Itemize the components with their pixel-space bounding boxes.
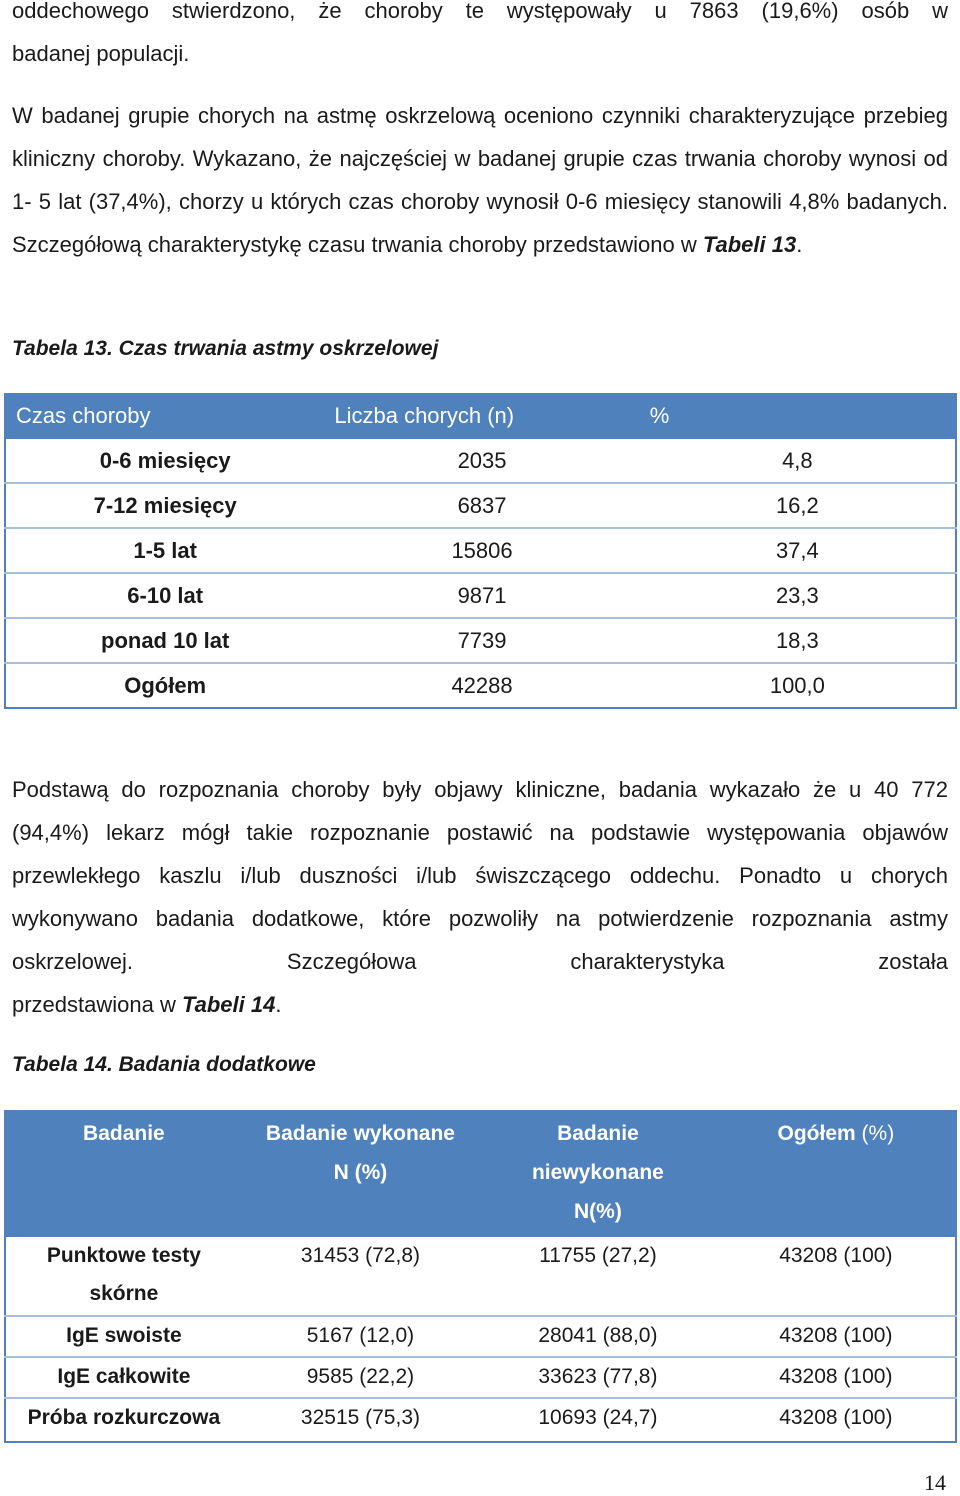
- row-label-text: Punktowe testy skórne: [46, 1244, 201, 1305]
- header-sublabel: N(%): [574, 1200, 622, 1223]
- row-label: IgE całkowite: [5, 1357, 242, 1398]
- table-row: [5, 438, 956, 483]
- header-cell: %: [640, 394, 956, 438]
- percent-cell: 4,8: [640, 438, 956, 483]
- header-cell: Liczba chorych (n): [324, 394, 639, 438]
- paragraph-intro-line-1: oddechowego stwierdzono, że choroby te występowały u 7863 (19,6%) osób w: [12, 0, 948, 23]
- percent-cell: 37,4: [640, 528, 956, 573]
- header-cell-total: [717, 1111, 956, 1236]
- table-row: [5, 1236, 956, 1316]
- row-label: Ogółem: [124, 672, 207, 698]
- row-label: Próba rozkurczowa: [27, 1406, 221, 1429]
- row-label: IgE swoiste: [5, 1316, 242, 1357]
- table-row-total: [5, 663, 956, 708]
- not-performed-cell: 28041 (88,0): [479, 1316, 717, 1357]
- paragraph-text: Podstawą do rozpoznania choroby były objawy kliniczne, badania wykazało że u 40 772 (94,4%) lekarz mógł takie rozpoznanie postawić na podstawie występowania objawów przewlekłego kaszlu i/lub duszności i/lub świszczącego oddechu. Ponadto u chorych wykonywano badania dodatkowe, które pozwoliły na potwierdzenie rozpoznania astmy oskrzelowej. Szczegółowa charakterystyka została: [12, 777, 948, 974]
- header-sublabel: niewykonane: [531, 1161, 664, 1184]
- header-sublabel: (%): [855, 1122, 895, 1145]
- header-cell-test: [5, 1111, 242, 1236]
- header-sublabel: N (%): [333, 1161, 388, 1184]
- table-14-caption-text: Tabela 14. Badania dodatkowe: [12, 1053, 316, 1076]
- total-cell: 43208 (100): [717, 1236, 956, 1316]
- row-label: 7-12 miesięcy: [5, 483, 324, 528]
- table-13-caption: Tabela 13. Czas trwania astmy oskrzelowej: [12, 337, 439, 360]
- total-cell: 43208 (100): [717, 1357, 956, 1398]
- table-row: [5, 1357, 956, 1398]
- row-label: 1-5 lat: [5, 528, 324, 573]
- paragraph-disease-duration: [12, 94, 948, 266]
- table-reference-13: Tabeli 13: [702, 232, 797, 257]
- paragraph-end: .: [275, 992, 282, 1017]
- header-label: Badanie: [557, 1122, 639, 1145]
- percent-cell: 23,3: [640, 573, 956, 618]
- percent-cell: 16,2: [640, 483, 956, 528]
- percent-cell: 18,3: [640, 618, 956, 663]
- header-label: Ogółem: [777, 1122, 856, 1145]
- row-label: 0-6 miesięcy: [5, 438, 324, 483]
- table-row: [5, 573, 956, 618]
- not-performed-cell: 33623 (77,8): [479, 1357, 717, 1398]
- not-performed-cell: 11755 (27,2): [479, 1236, 717, 1316]
- paragraph-diagnosis: [12, 768, 948, 1026]
- page-number: 14: [924, 1470, 946, 1495]
- table-14-caption: [12, 1053, 316, 1077]
- header-cell-performed: [242, 1111, 479, 1236]
- header-cell-not-performed: [479, 1111, 717, 1236]
- paragraph-last-line: [12, 983, 948, 1026]
- count-cell: 7739: [324, 618, 639, 663]
- table-row: [5, 528, 956, 573]
- performed-cell: 32515 (75,3): [300, 1406, 420, 1429]
- paragraph-end: .: [796, 232, 803, 257]
- count-cell: 2035: [324, 438, 639, 483]
- row-label: [5, 1236, 242, 1316]
- row-label: ponad 10 lat: [5, 618, 324, 663]
- paragraph-intro-line-2: badanej populacji.: [12, 41, 190, 66]
- count-cell: 6837: [324, 483, 639, 528]
- performed-cell: 9585 (22,2): [242, 1357, 479, 1398]
- paragraph-intro: [12, 0, 948, 75]
- performed-cell: 5167 (12,0): [242, 1316, 479, 1357]
- paragraph-text-tail: przedstawiona w: [12, 992, 182, 1017]
- header-cell: Czas choroby: [5, 394, 324, 438]
- header-label: Badanie wykonane: [265, 1122, 455, 1145]
- percent-cell: 100,0: [769, 672, 825, 698]
- not-performed-cell: 10693 (24,7): [538, 1406, 658, 1429]
- count-cell: 15806: [324, 528, 639, 573]
- table-header-row: [5, 394, 956, 438]
- table-row: [5, 483, 956, 528]
- count-cell: 42288: [451, 672, 513, 698]
- table-14-additional-tests: [4, 1110, 957, 1443]
- table-header-row: [5, 1111, 956, 1236]
- table-13-disease-duration: [4, 393, 957, 709]
- header-label: Badanie: [83, 1122, 165, 1145]
- count-cell: 9871: [324, 573, 639, 618]
- table-row: [5, 618, 956, 663]
- row-label: 6-10 lat: [5, 573, 324, 618]
- performed-cell: 31453 (72,8): [242, 1236, 479, 1316]
- total-cell: 43208 (100): [717, 1316, 956, 1357]
- paragraph-text: W badanej grupie chorych na astmę oskrzelową oceniono czynniki charakteryzujące przebieg kliniczny choroby. Wykazano, że najczęściej w badanej grupie czas trwania choroby wynosi od 1- 5 lat (37,4%), chorzy u których czas choroby wynosił 0-6 miesięcy stanowili 4,8% badanych. Szczegółową charakterystykę czasu trwania choroby przedstawiono w: [12, 103, 948, 257]
- total-cell: 43208 (100): [779, 1406, 893, 1429]
- table-reference-14: Tabeli 14: [181, 992, 276, 1017]
- table-row: [5, 1316, 956, 1357]
- table-row: [5, 1398, 956, 1442]
